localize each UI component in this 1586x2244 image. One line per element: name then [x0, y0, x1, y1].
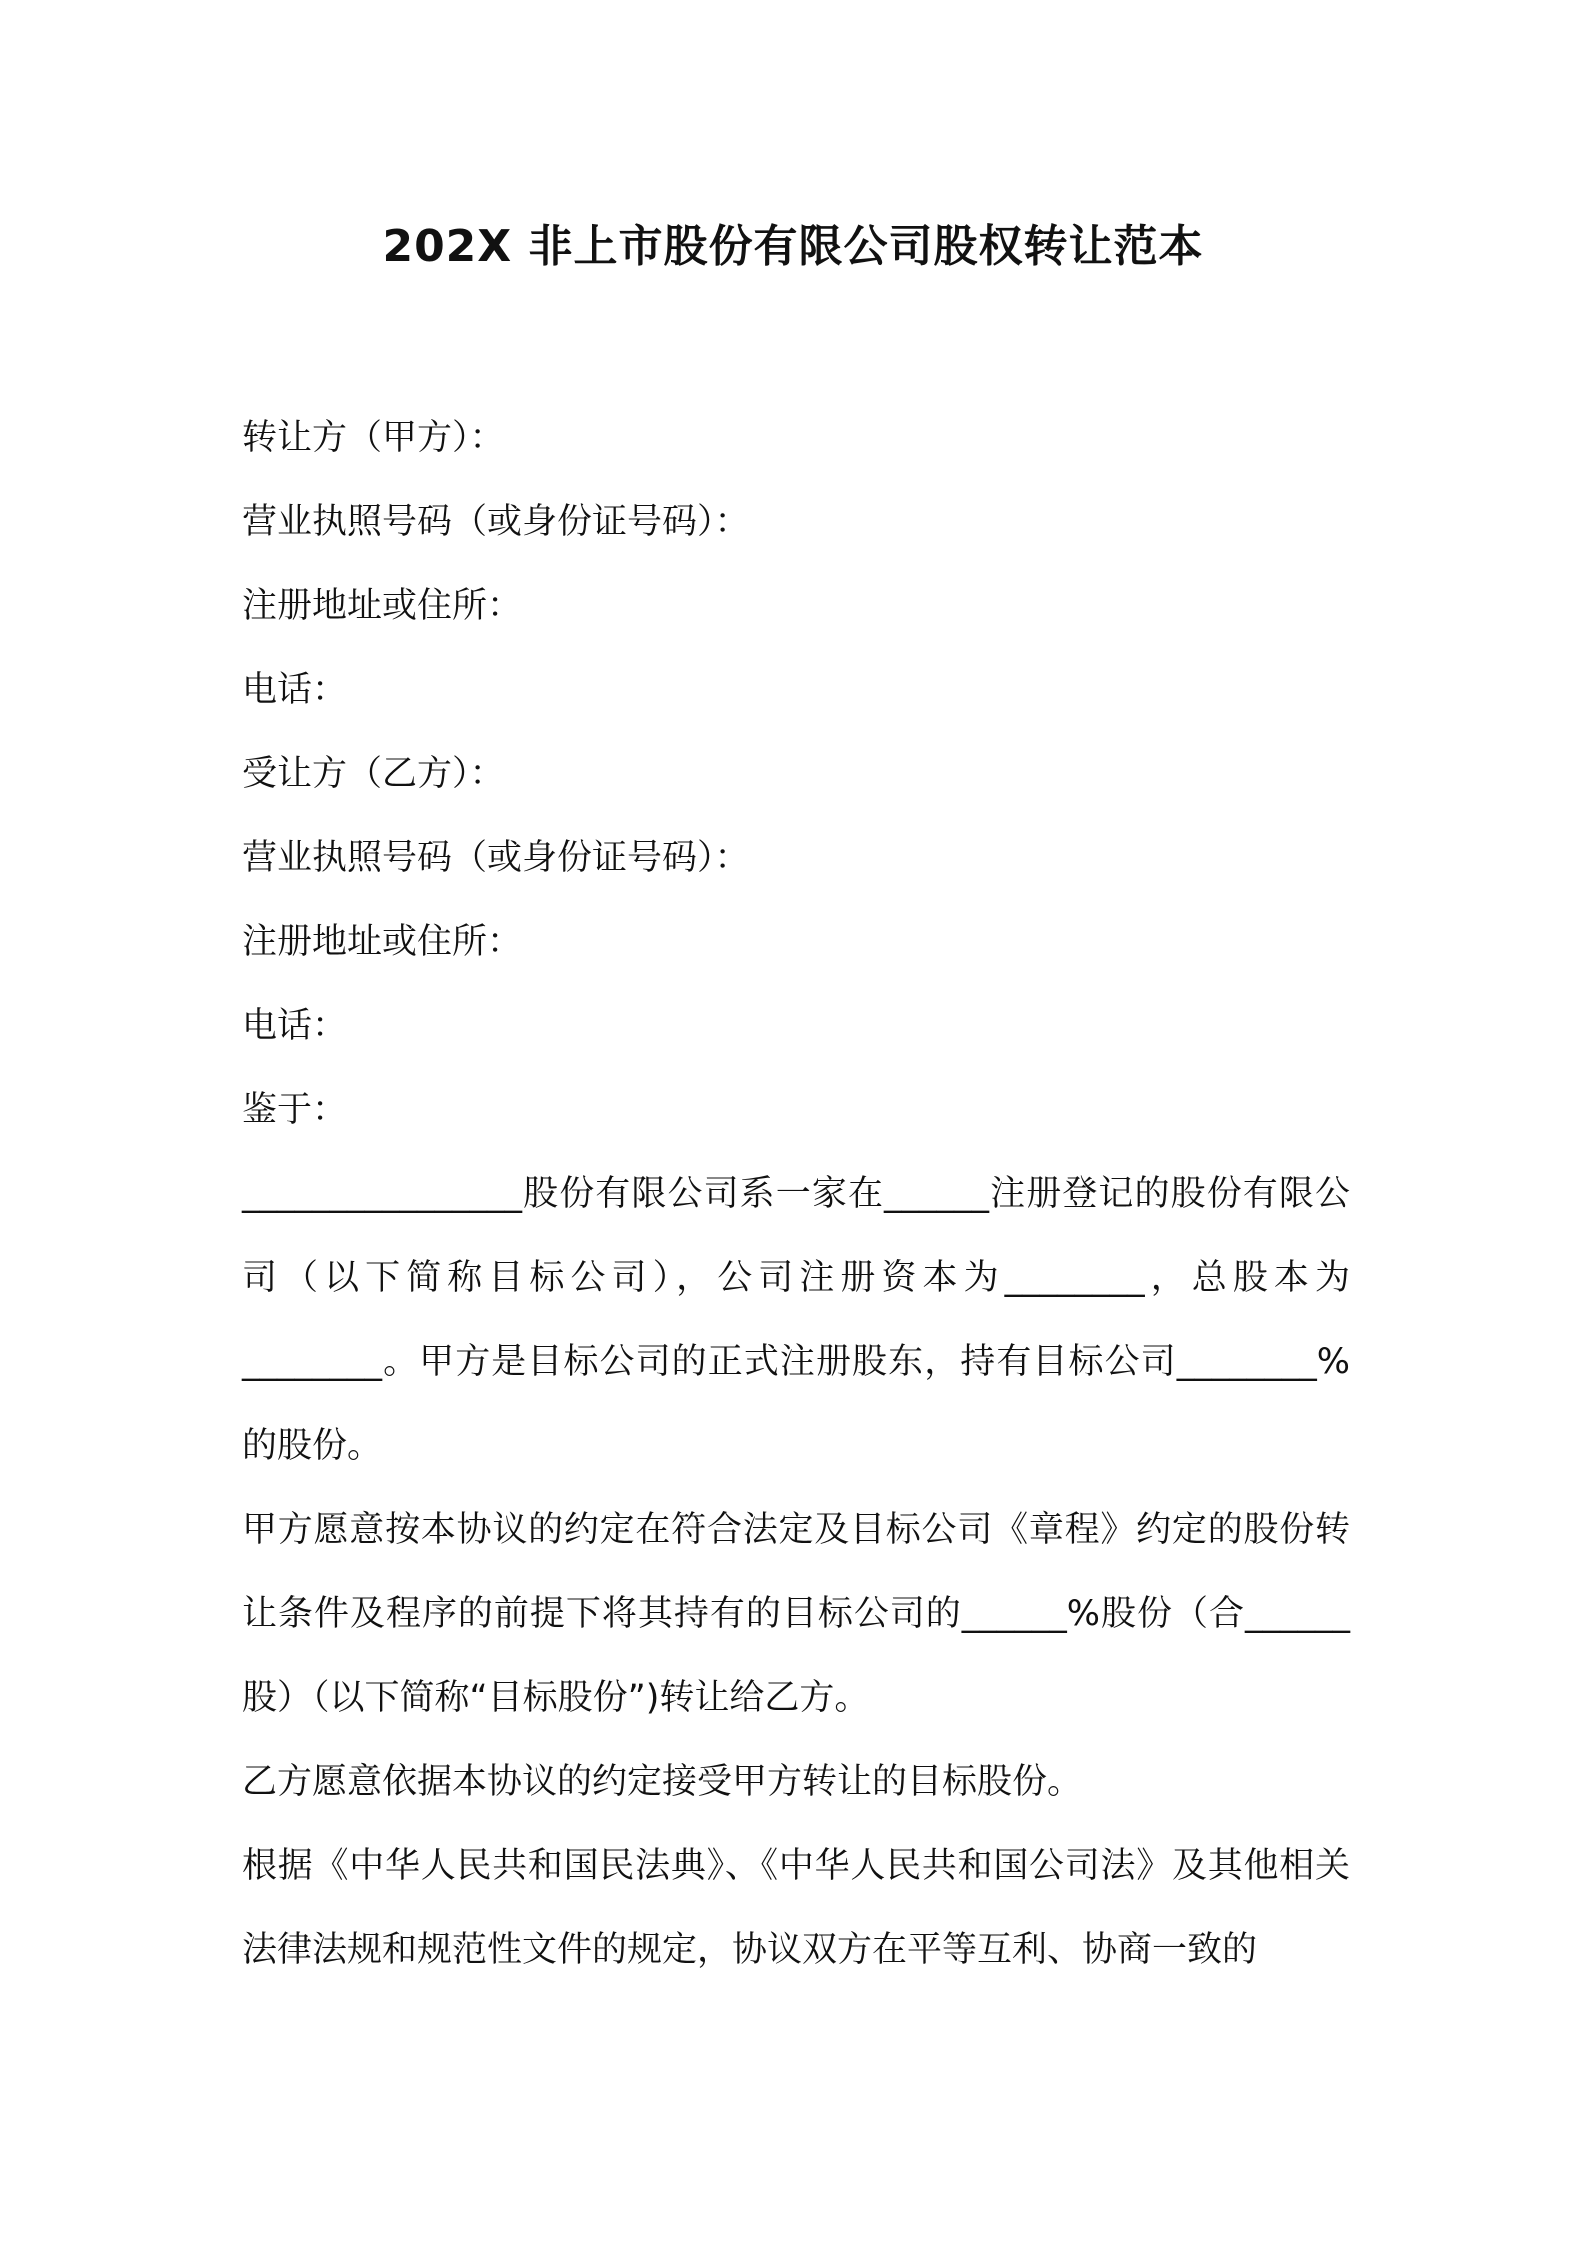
whereas-heading: 鉴于：	[242, 1090, 348, 1130]
transferee-line: 受让方（乙方）：	[242, 754, 505, 794]
transferor-address-line: 注册地址或住所：	[242, 586, 523, 626]
transferee-phone-line: 电话：	[242, 1006, 348, 1046]
transferee-license-line: 营业执照号码（或身份证号码）：	[242, 838, 750, 878]
transfer-intent-paragraph: 甲方愿意按本协议的约定在符合法定及目标公司《章程》约定的股份转让条件及程序的前提下将其持有的目标公司的______%股份（合______股）（以下简称“目标股份”)转让给乙方。	[242, 1510, 1350, 1718]
document-body	[242, 396, 1350, 1992]
transferee-address-line: 注册地址或住所：	[242, 922, 523, 962]
legal-basis-paragraph: 根据《中华人民共和国民法典》、《中华人民共和国公司法》及其他相关法律法规和规范性文件的规定，协议双方在平等互利、协商一致的	[242, 1846, 1350, 1970]
transferor-line: 转让方（甲方）：	[242, 418, 505, 458]
target-company-paragraph: ________________股份有限公司系一家在______注册登记的股份有限公司（以下简称目标公司），公司注册资本为________，总股本为________。甲方是目标公司的正式注册股东，持有目标公司________%的股份。	[242, 1174, 1350, 1466]
document-title: 202X 非上市股份有限公司股权转让范本	[382, 221, 1204, 272]
transferor-phone-line: 电话：	[242, 670, 348, 710]
transferor-license-line: 营业执照号码（或身份证号码）：	[242, 502, 750, 542]
acceptance-paragraph: 乙方愿意依据本协议的约定接受甲方转让的目标股份。	[242, 1762, 1083, 1802]
